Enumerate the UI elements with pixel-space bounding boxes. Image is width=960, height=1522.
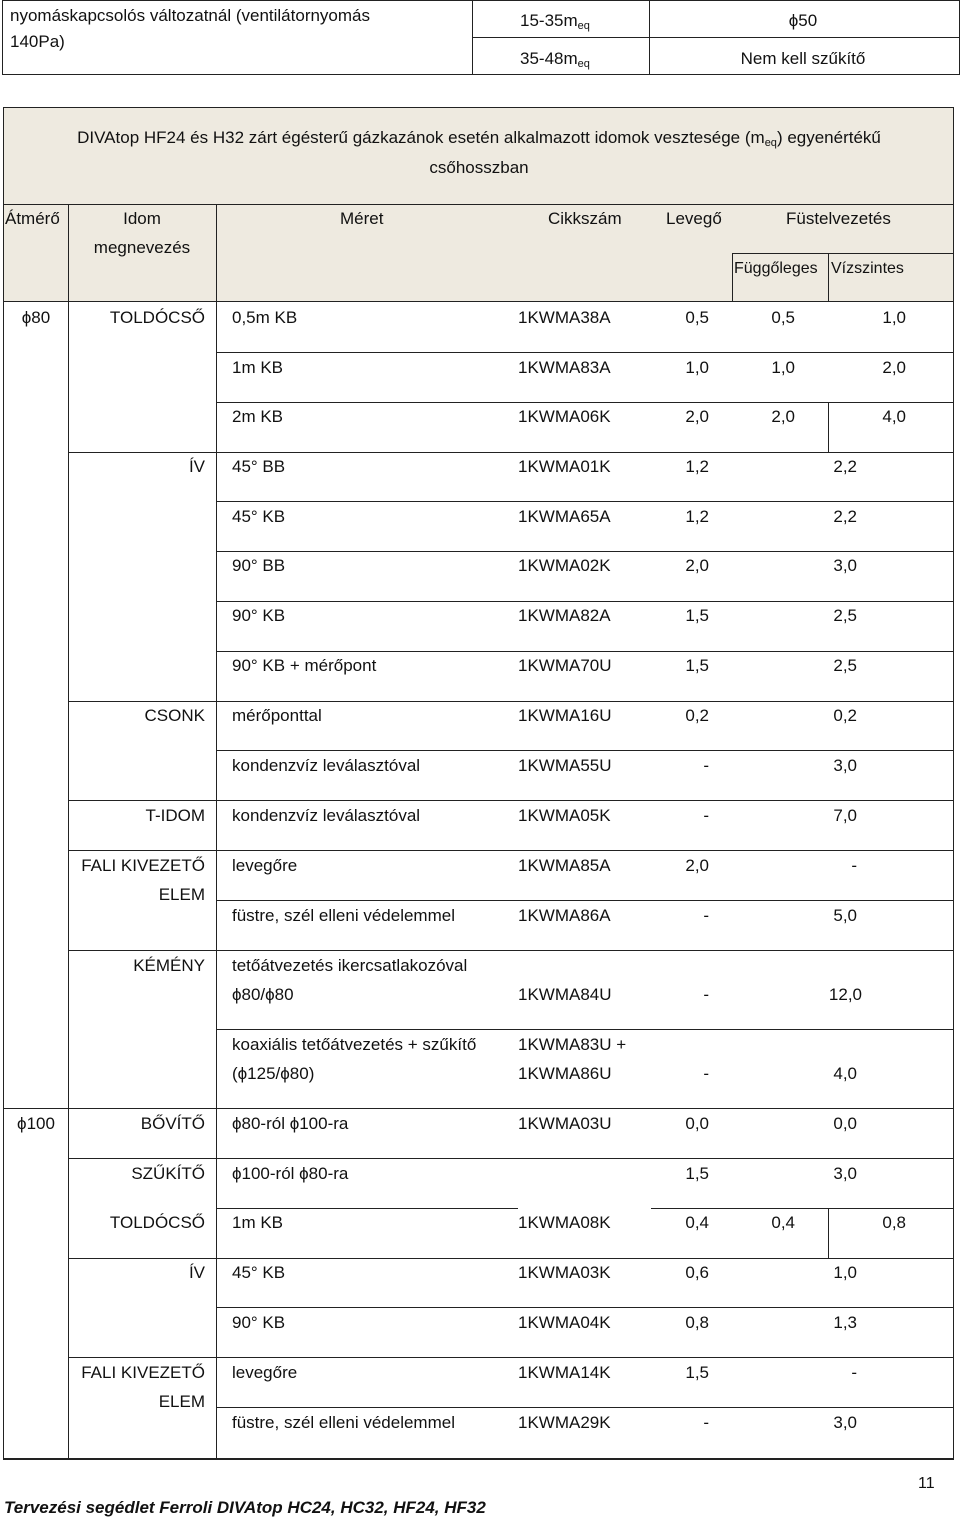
row-flue: 1,0 xyxy=(833,1263,857,1282)
header-horizontal: Vízszintes xyxy=(831,260,904,277)
header-size: Méret xyxy=(340,209,384,228)
row-size: 2m KB xyxy=(232,407,284,426)
row-size: ϕ80-ról ϕ100-ra xyxy=(232,1114,349,1133)
row-diameter: ϕ80 xyxy=(21,308,51,327)
row-flue: 5,0 xyxy=(833,906,857,925)
row-code: 1KWMA70U xyxy=(518,656,612,675)
row-air: - xyxy=(703,806,709,825)
header-code: Cikkszám xyxy=(548,209,622,228)
row-flue: 4,0 xyxy=(833,1064,857,1083)
row-item: FALI KIVEZETŐ xyxy=(81,856,205,875)
row-flue: 0,0 xyxy=(833,1114,857,1133)
row-code: 1KWMA29K xyxy=(518,1413,611,1432)
row-size: 1m KB xyxy=(232,1213,284,1232)
row-air: 1,5 xyxy=(685,606,709,625)
header-flue: Füstelvezetés xyxy=(786,209,891,228)
row-code: 1KWMA14K xyxy=(518,1363,611,1382)
row-code: 1KWMA06K xyxy=(518,407,611,426)
row-item: ÍV xyxy=(188,457,205,476)
row-flue: 0,2 xyxy=(833,706,857,725)
header-item-name-line2: megnevezés xyxy=(93,238,191,257)
row-air: - xyxy=(703,1413,709,1432)
row-size: füstre, szél elleni védelemmel xyxy=(232,906,455,925)
row-code: 1KWMA84U xyxy=(518,985,612,1004)
row-air: - xyxy=(703,985,709,1004)
row-code: 1KWMA65A xyxy=(518,507,611,526)
row-size-line2: (ϕ125/ϕ80) xyxy=(232,1064,315,1083)
row-code: 1KWMA03U xyxy=(518,1114,612,1133)
row-air: 2,0 xyxy=(685,407,709,426)
row-air: 2,0 xyxy=(685,556,709,575)
table-title: DIVAtop HF24 és H32 zárt égésterű gázkazánok esetén alkalmazott idomok vesztesége $(m_{eq})$ egyenértékű xyxy=(77,128,881,149)
range-15-35-value: ϕ50 xyxy=(788,11,818,30)
row-air: 1,5 xyxy=(685,1164,709,1183)
header-diameter: Átmérő xyxy=(5,209,60,228)
row-item-line2: ELEM xyxy=(158,885,205,904)
title-background xyxy=(4,108,954,204)
row-flue: 12,0 xyxy=(828,985,862,1004)
row-code: 1KWMA38A xyxy=(518,308,611,327)
row-item: FALI KIVEZETŐ xyxy=(81,1363,205,1382)
row-size: 90° KB xyxy=(232,606,286,625)
row-item: T-IDOM xyxy=(145,806,205,825)
row-horizontal: 2,0 xyxy=(882,358,906,377)
row-flue: 1,3 xyxy=(833,1313,857,1332)
row-air: - xyxy=(703,756,709,775)
row-horizontal: 1,0 xyxy=(882,308,906,327)
row-size: mérőponttal xyxy=(232,706,322,725)
row-flue: 2,2 xyxy=(833,507,857,526)
top-table-label-line1: nyomáskapcsolós változatnál (ventilátornyomás xyxy=(10,6,371,25)
range-35-48: $35-48m_{eq}$ xyxy=(520,49,590,70)
row-flue: - xyxy=(851,1363,857,1382)
row-air: 0,2 xyxy=(685,706,709,725)
row-code: 1KWMA01K xyxy=(518,457,611,476)
row-size: 45° KB xyxy=(232,1263,286,1282)
row-vertical: 2,0 xyxy=(771,407,795,426)
row-code: 1KWMA08K xyxy=(518,1213,611,1232)
row-size: tetőátvezetés ikercsatlakozóval xyxy=(232,956,468,975)
row-air: 1,2 xyxy=(685,457,709,476)
row-item: TOLDÓCSŐ xyxy=(109,1213,205,1232)
row-horizontal: 0,8 xyxy=(882,1213,906,1232)
row-size: füstre, szél elleni védelemmel xyxy=(232,1413,455,1432)
row-vertical: 0,4 xyxy=(771,1213,795,1232)
row-code: 1KWMA16U xyxy=(518,706,612,725)
row-flue: 3,0 xyxy=(833,1413,857,1432)
row-air: 2,0 xyxy=(685,856,709,875)
row-code: 1KWMA03K xyxy=(518,1263,611,1282)
range-15-35: $15-35m_{eq}$ xyxy=(520,11,590,32)
row-item: SZŰKÍTŐ xyxy=(131,1164,205,1183)
row-code: 1KWMA04K xyxy=(518,1313,611,1332)
row-size: levegőre xyxy=(232,856,298,875)
header-air: Levegő xyxy=(666,209,722,228)
row-code: 1KWMA83A xyxy=(518,358,611,377)
row-size: 90° KB + mérőpont xyxy=(232,656,377,675)
row-code: 1KWMA02K xyxy=(518,556,611,575)
row-vertical: 0,5 xyxy=(771,308,795,327)
row-air: 1,5 xyxy=(685,1363,709,1382)
row-air: 1,2 xyxy=(685,507,709,526)
row-flue: 3,0 xyxy=(833,556,857,575)
row-size: 90° KB xyxy=(232,1313,286,1332)
row-code: 1KWMA86A xyxy=(518,906,611,925)
row-size: ϕ100-ról ϕ80-ra xyxy=(232,1164,349,1183)
row-size: koaxiális tetőátvezetés + szűkítő xyxy=(232,1035,477,1054)
row-code: 1KWMA05K xyxy=(518,806,611,825)
row-item: ÍV xyxy=(188,1263,205,1282)
row-item-line2: ELEM xyxy=(158,1392,205,1411)
row-flue: 7,0 xyxy=(833,806,857,825)
row-code-line2: 1KWMA86U xyxy=(518,1064,612,1083)
row-horizontal: 4,0 xyxy=(882,407,906,426)
row-flue: 2,5 xyxy=(833,656,857,675)
row-flue: 3,0 xyxy=(833,1164,857,1183)
header-vertical: Függőleges xyxy=(734,260,818,277)
row-size: kondenzvíz leválasztóval xyxy=(232,806,421,825)
top-table-label-line2: 140Pa) xyxy=(10,32,65,51)
row-air: 0,6 xyxy=(685,1263,709,1282)
row-code: 1KWMA55U xyxy=(518,756,612,775)
row-size: 90° BB xyxy=(232,556,286,575)
row-diameter: ϕ100 xyxy=(17,1114,55,1133)
row-vertical: 1,0 xyxy=(771,358,795,377)
row-size-line2: ϕ80/ϕ80 xyxy=(232,985,294,1004)
row-code: 1KWMA85A xyxy=(518,856,611,875)
row-air: 1,0 xyxy=(685,358,709,377)
row-air: - xyxy=(703,906,709,925)
page-number: 11 xyxy=(918,1475,935,1492)
row-flue: 2,2 xyxy=(833,457,857,476)
row-item: KÉMÉNY xyxy=(133,956,205,975)
row-air: 0,4 xyxy=(685,1213,709,1232)
range-35-48-value: Nem kell szűkítő xyxy=(740,49,866,68)
row-size: 45° KB xyxy=(232,507,286,526)
row-flue: 2,5 xyxy=(833,606,857,625)
row-air: - xyxy=(703,1064,709,1083)
row-size: 1m KB xyxy=(232,358,284,377)
row-code: 1KWMA83U + xyxy=(518,1035,627,1054)
row-code: 1KWMA82A xyxy=(518,606,611,625)
row-flue: 3,0 xyxy=(833,756,857,775)
row-size: 45° BB xyxy=(232,457,286,476)
row-item: TOLDÓCSŐ xyxy=(109,308,205,327)
row-size: levegőre xyxy=(232,1363,298,1382)
header-item-name: Idom xyxy=(123,209,161,228)
row-air: 1,5 xyxy=(685,656,709,675)
row-air: 0,0 xyxy=(685,1114,709,1133)
row-size: kondenzvíz leválasztóval xyxy=(232,756,421,775)
row-air: 0,8 xyxy=(685,1313,709,1332)
row-flue: - xyxy=(851,856,857,875)
row-item: BŐVÍTŐ xyxy=(140,1114,205,1133)
row-air: 0,5 xyxy=(685,308,709,327)
table-title-line2: csőhosszban xyxy=(429,158,529,177)
row-size: 0,5m KB xyxy=(232,308,298,327)
row-item: CSONK xyxy=(144,706,205,725)
footer-doc-title: Tervezési segédlet Ferroli DIVAtop HC24, HC32, HF24, HF32 xyxy=(4,1498,486,1517)
